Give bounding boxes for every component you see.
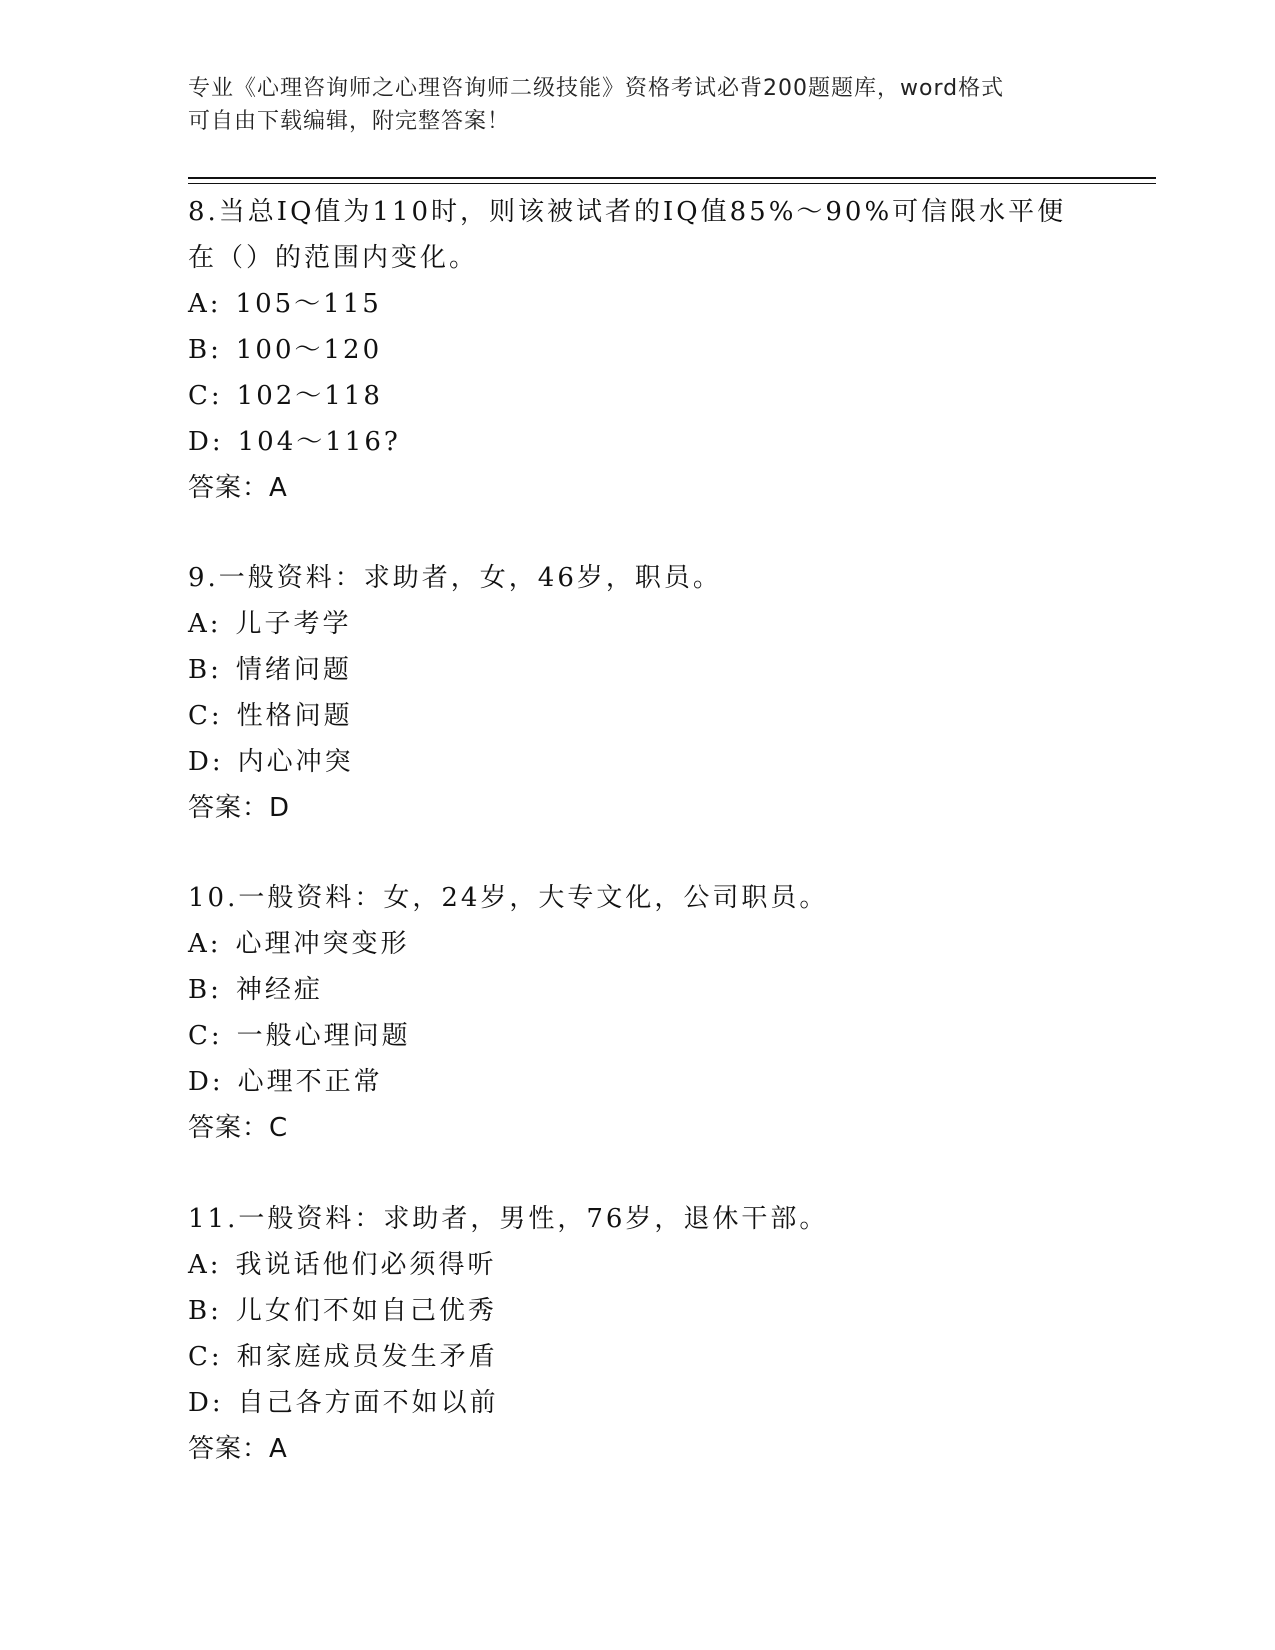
document-header [188,72,1068,138]
option-text: 102～118 [236,381,383,411]
question-8 [188,189,1088,511]
option-key: B: [188,1296,222,1326]
option-key: D: [188,1067,224,1097]
question-stem: 8.当总IQ值为110时，则该被试者的IQ值85%～90%可信限水平便 [188,197,1067,227]
option-text: 我说话他们必须得听 [235,1250,497,1280]
option-key: A: [188,609,222,639]
question-11 [188,1196,1088,1472]
option-c [188,693,1088,739]
option-text: 一般心理问题 [236,1021,411,1051]
option-key: D: [188,427,224,457]
question-stem: 在（）的范围内变化。 [188,243,479,273]
option-key: C: [188,1021,223,1051]
option-a [188,921,1088,967]
option-b [188,967,1088,1013]
option-key: A: [188,1250,222,1280]
option-text: 心理冲突变形 [235,929,410,959]
option-text: 104～116? [237,427,401,457]
question-10 [188,875,1088,1151]
option-text: 神经症 [235,975,323,1005]
option-d [188,1059,1088,1105]
option-text: 自己各方面不如以前 [237,1388,499,1418]
option-text: 情绪问题 [235,655,352,685]
option-text: 心理不正常 [237,1067,383,1097]
question-stem: 10.一般资料：女，24岁，大专文化，公司职员。 [188,883,829,913]
option-d [188,739,1088,785]
option-text: 儿子考学 [235,609,352,639]
answer-line: 答案：A [188,1434,288,1464]
option-b [188,1288,1088,1334]
option-c [188,1334,1088,1380]
option-text: 儿女们不如自己优秀 [235,1296,497,1326]
header-line-2: 可自由下载编辑，附完整答案！ [188,109,511,134]
option-c [188,1013,1088,1059]
option-key: A: [188,929,222,959]
option-key: D: [188,1388,224,1418]
option-b [188,647,1088,693]
answer-line: 答案：D [188,793,291,823]
option-key: D: [188,747,224,777]
option-d [188,1380,1088,1426]
option-key: A: [188,289,222,319]
option-key: C: [188,701,223,731]
option-key: B: [188,335,222,365]
option-text: 内心冲突 [237,747,354,777]
option-a [188,601,1088,647]
header-divider-thin [188,183,1156,184]
option-key: B: [188,655,222,685]
option-key: B: [188,975,222,1005]
option-text: 性格问题 [236,701,353,731]
option-text: 105～115 [235,289,382,319]
question-9 [188,555,1088,831]
answer-line: 答案：A [188,473,288,503]
option-d [188,419,1088,465]
question-stem: 9.一般资料：求助者，女，46岁，职员。 [188,563,722,593]
option-text: 100～120 [235,335,383,365]
question-stem: 11.一般资料：求助者，男性，76岁，退休干部。 [188,1204,829,1234]
option-key: C: [188,1342,223,1372]
option-text: 和家庭成员发生矛盾 [236,1342,498,1372]
option-key: C: [188,381,223,411]
option-a [188,281,1088,327]
header-divider-thick [188,177,1156,179]
option-c [188,373,1088,419]
header-line-1: 专业《心理咨询师之心理咨询师二级技能》资格考试必背200题题库，word格式 [188,76,1005,101]
option-b [188,327,1088,373]
option-a [188,1242,1088,1288]
answer-line: 答案：C [188,1113,289,1143]
